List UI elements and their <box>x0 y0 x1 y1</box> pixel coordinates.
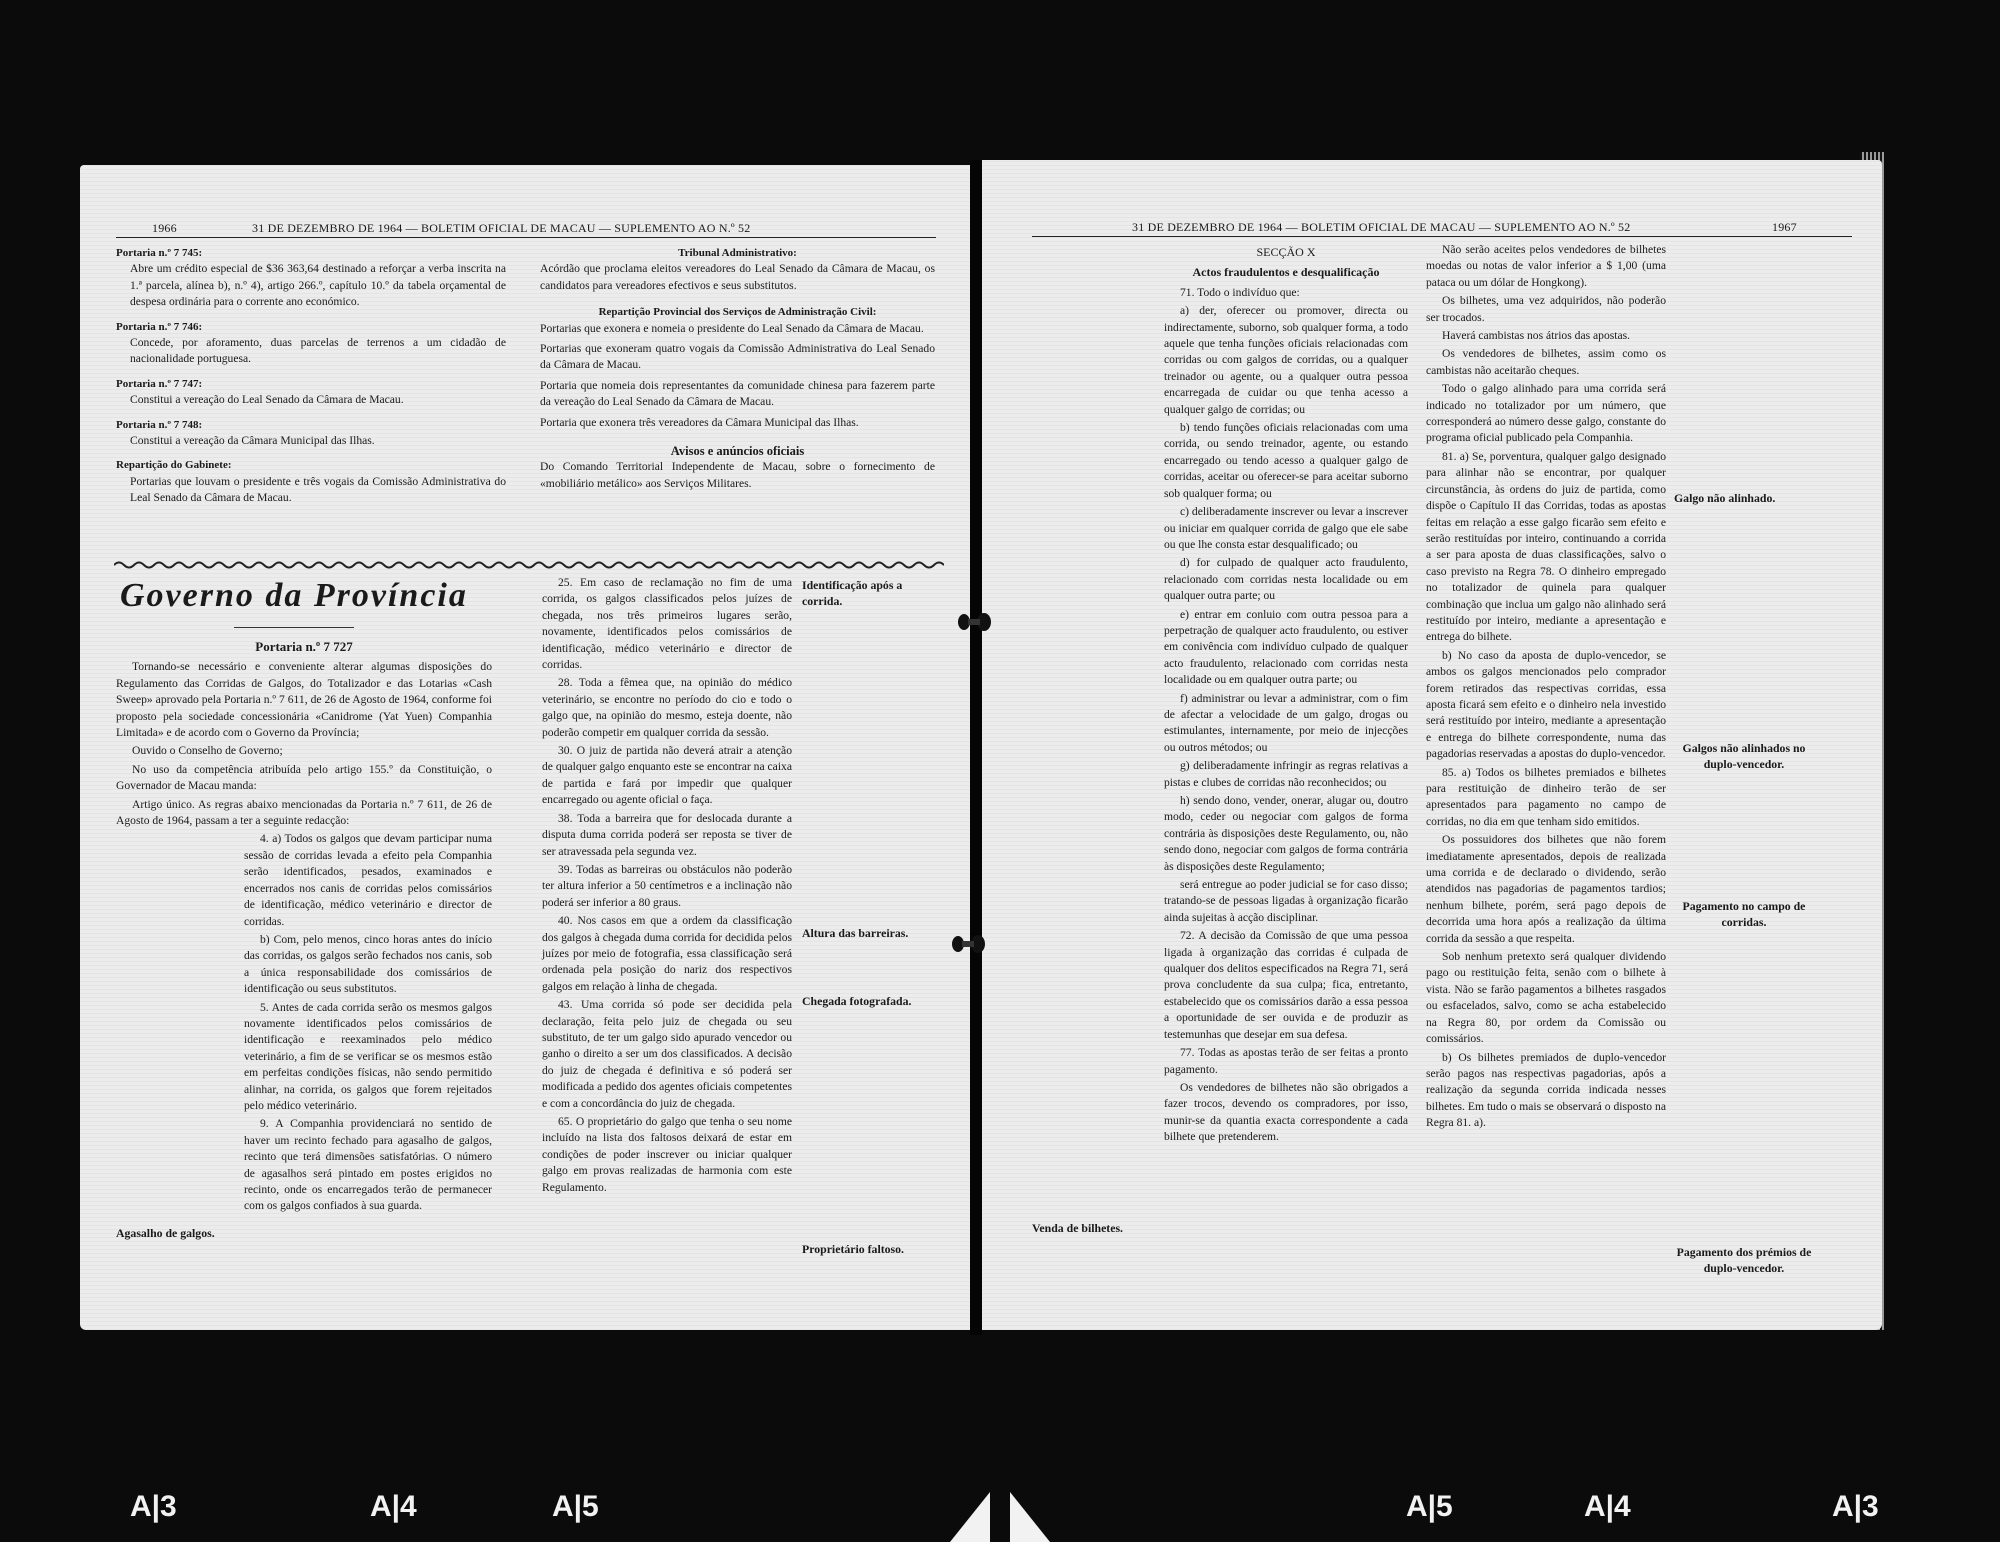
body-column-1 <box>1164 244 1408 1148</box>
header-rule <box>1032 236 1852 237</box>
body-column-2 <box>542 575 792 1198</box>
portaria-title: Portaria n.º 7 727 <box>255 639 353 654</box>
section-heading: Repartição Provincial dos Serviços de Administração Civil: <box>598 306 877 319</box>
paragraph: c) deliberadamente inscrever ou levar a inscrever ou iniciar em qualquer corrida de galgo que ele sabe ou que lhe consta estar desqualificado; ou <box>1164 505 1408 551</box>
section-heading: Avisos e anúncios oficiais <box>670 444 805 459</box>
rules-block <box>116 831 492 1214</box>
margin-note: Pagamento no campo de corridas. <box>1682 899 1806 929</box>
decorative-wavy-divider <box>114 560 944 570</box>
paragraph: Haverá cambistas nos átrios das apostas. <box>1442 329 1631 343</box>
margin-note: Identificação após a corrida. <box>802 578 903 608</box>
right-page-number: 1967 <box>1772 220 1797 234</box>
film-frame-label: A|5 <box>1406 1490 1453 1523</box>
section-title: Actos fraudulentos e desqualificação <box>1192 265 1380 280</box>
book-gutter <box>970 160 982 1335</box>
paragraph: Sob nenhum pretexto será qualquer dividendo pago ou restituição feita, senão com o bilhete à vista. Não se farão pagamentos a bilhetes rasgados ou esfacelados, salvo, como se acha estabelecido na Regra 80, por ordem da Comissão ou comissários. <box>1426 950 1666 1046</box>
paragraph: d) for culpado de qualquer acto fraudulento, relacionado com corridas nesta localidade ou em qualquer outra parte; ou <box>1164 556 1408 603</box>
binder-clip-icon <box>948 932 988 956</box>
paragraph: 71. Todo o indivíduo que: <box>1180 285 1300 299</box>
paragraph: a) der, oferecer ou promover, directa ou indirectamente, suborno, sob qualquer forma, a todo aquele que tenha funções oficiais relacionadas com corridas ou com galgos de corridas, ou a qualquer treinador ou agente, ou a qualquer outra pessoa encarregada de cuidar ou que tenha acesso a qualquer galgo de corridas; ou <box>1164 304 1408 416</box>
paragraph: será entregue ao poder judicial se for caso disso; tratando-se de pessoas ligadas à organização ficarão ainda sujeitas à acção disciplinar. <box>1164 878 1408 924</box>
summary-entry: Repartição do Gabinete: Portarias que louvam o presidente e três vogais da Comissão Administrativa do Leal Senado da Câmara de Macau. <box>116 459 506 505</box>
body-column-1 <box>116 635 492 1217</box>
margin-note: Pagamento dos prémios de duplo-vencedor. <box>1676 1245 1812 1275</box>
film-center-marker-icon <box>950 1492 1050 1542</box>
paragraph: h) sendo dono, vender, onerar, alugar ou, doutro modo, ceder ou negociar com galgos de forma contrária às disposições deste Regulamento, ou, não sendo dono, negociar com galgos de forma contrária às disposições deste Regulamento; <box>1164 794 1408 873</box>
paragraph: 30. O juiz de partida não deverá atrair a atenção de qualquer galgo enquanto este se encontrar na caixa de partida e fará por impedir que qualquer encarregado ou agente oficial o faça. <box>542 744 792 807</box>
paragraph: Os bilhetes, uma vez adquiridos, não poderão ser trocados. <box>1426 294 1666 324</box>
paragraph: 40. Nos casos em que a ordem da classificação dos galgos à chegada duma corrida for decidida pelos juízes por meio de fotografia, essa classificação será ordenada pela posição do nariz dos respectivos galgos em relação à linha de chegada. <box>542 914 792 993</box>
film-frame-label: A|3 <box>130 1490 177 1523</box>
margin-note: Altura das barreiras. <box>802 926 909 940</box>
film-frame-label: A|4 <box>370 1490 417 1523</box>
paragraph: Todo o galgo alinhado para uma corrida será indicado no totalizador por um número, que corresponderá ao número desse galgo, constante do programa oficial publicado pela Companhia. <box>1426 382 1666 445</box>
paragraph: g) deliberadamente infringir as regras relativas a pistas e clubes de corridas não reconhecidos; ou <box>1164 759 1408 789</box>
paragraph: 38. Toda a barreira que for deslocada durante a disputa duma corrida poderá ser reposta se tiver de ser atravessada pela segunda vez. <box>542 811 792 858</box>
left-header-title: 31 DE DEZEMBRO DE 1964 — BOLETIM OFICIAL DE MACAU — SUPLEMENTO AO N.º 52 <box>252 221 751 235</box>
film-frame-label: A|3 <box>1832 1490 1879 1523</box>
rule-paragraph: 5. Antes de cada corrida serão os mesmos galgos novamente identificados pelos comissários de identificação e reexaminados pelo médico veterinário, a fim de se verificar se os mesmos estão em perfeitas condições físicas, não sendo permitido alinhar, na corrida, os galgos que forem rejeitados pelo médico veterinário. <box>244 1000 492 1112</box>
margin-note: Venda de bilhetes. <box>1032 1221 1124 1235</box>
left-page <box>80 165 970 1330</box>
paragraph: No uso da competência atribuída pelo artigo 155.º da Constituição, o Governador de Macau manda: <box>116 762 492 793</box>
section-heading: Tribunal Administrativo: <box>678 247 797 259</box>
summary-column-right: Tribunal Administrativo: Acórdão que proclama eleitos vereadores do Leal Senado da Câmara de Macau, os candidatos para vereadores efectivos e seus substitutos. Repartição Provincial dos Serviços de Administração Civil: Portarias que exonera e nomeia o presidente do Leal Senado da Câmara de Macau. Portarias que exoneram quatro vogais da Comissão Administrativa do Leal Senado da Câmara de Macau. Portaria que nomeia dois representantes da comunidade chinesa para fazerem parte da vereação do Leal Senado da Câmara de Macau. Portaria que exonera três vereadores da Câmara Municipal das Ilhas. Avisos e anúncios oficiais Do Comando Territorial Independente de Macau, sobre o fornecimento de «mobiliário metálico» aos Serviços Militares. <box>540 247 935 490</box>
paragraph: 72. A decisão da Comissão de que uma pessoa ligada à organização das corridas é culpada de qualquer dos delitos especificados na Regra 71, será prova concludente da sua culpa; fica, entretanto, estabelecido que os comissários darão a essa pessoa a oportunidade de ser ouvida e de produzir as testemunhas que desejar em sua defesa. <box>1164 929 1408 1041</box>
summary-entry: Portaria n.º 7 746: Concede, por aforamento, duas parcelas de terrenos a um cidadão de nacionalidade portuguesa. <box>116 320 506 366</box>
film-frame-label: A|5 <box>552 1490 599 1523</box>
left-page-number: 1966 <box>152 221 177 235</box>
summary-entry: Portaria n.º 7 745: Abre um crédito especial de $36 363,64 destinado a reforçar a verba inscrita na 1.ª parcela, alínea b), n.º 4), artigo 266.º, capítulo 10.º da tabela orçamental de despesa ordinária para o corrente ano económico. <box>116 247 506 309</box>
summary-column-left <box>116 245 506 511</box>
paragraph: Artigo único. As regras abaixo mencionadas da Portaria n.º 7 611, de 26 de Agosto de 1964, passam a ter a seguinte redacção: <box>116 797 492 828</box>
margin-note: Galgos não alinhados no duplo-vencedor. <box>1682 741 1806 771</box>
rule-paragraph: 9. A Companhia providenciará no sentido de haver um recinto fechado para agasalho de galgos, recinto que terá dimensões satisfatórias. O número de agasalhos será pintado em postes erigidos no recinto, onde os encarregados terão de permanecer com os galgos confiados à sua guarda. <box>244 1117 492 1213</box>
summary-entry: Portaria n.º 7 748: Constitui a vereação da Câmara Municipal das Ilhas. <box>116 418 375 448</box>
paragraph: e) entrar em conluio com outra pessoa para a perpetração de qualquer acto fraudulento, ou estiver em conivência com indivíduo culpado de qualquer acto fraudulento, relacionado com corridas nesta localidade ou em qualquer outra parte; ou <box>1164 607 1408 687</box>
right-header-title: 31 DE DEZEMBRO DE 1964 — BOLETIM OFICIAL DE MACAU — SUPLEMENTO AO N.º 52 <box>1132 220 1631 234</box>
binder-clip-icon <box>954 610 994 634</box>
paragraph: 39. Todas as barreiras ou obstáculos não poderão ter altura inferior a 50 centímetros e a inclinação não poderá ser inferior a 80 graus. <box>542 862 792 909</box>
section-label: SECÇÃO X <box>1256 245 1316 259</box>
paragraph: Tornando-se necessário e conveniente alterar algumas disposições do Regulamento das Corridas de Galgos, do Totalizador e das Lotarias «Cash Sweep» aprovado pela Portaria n.º 7 611, de 26 de Agosto de 1964, conforme foi proposto pela sociedade concessionária «Canidrome (Yat Yuen) Companhia Limitada» e de acordo com o Governo da Província; <box>116 660 492 740</box>
paragraph: b) Os bilhetes premiados de duplo-vencedor serão pagos nas respectivas pagadorias, após a realização da segunda corrida indicada nesses bilhetes. Em tudo o mais se observará o disposto na Regra 81. a). <box>1426 1050 1666 1130</box>
header-rule <box>116 237 936 238</box>
paragraph: f) administrar ou levar a administrar, com o fim de afectar a velocidade de um galgo, drogas ou estimulantes, internamente, por meio de injecções ou outros métodos; ou <box>1164 691 1408 754</box>
paragraph: b) tendo funções oficiais relacionadas com uma corrida, ou sendo treinador, agente, ou estando encarregado ou tendo acesso a qualquer galgo de corridas, aceitar ou oferecer-se para aceitar suborno sob qualquer forma; ou <box>1164 421 1408 500</box>
rule-paragraph: b) Com, pelo menos, cinco horas antes do início das corridas, os galgos serão fechados nos canis, sob a única responsabilidade dos comissários de identificação ou seus substitutos. <box>244 932 492 996</box>
paragraph: 43. Uma corrida só pode ser decidida pela declaração, feita pelo juiz de chegada ou seu substituto, de ter um galgo sido apurado vencedor ou ganho o direito a ser um dos classificados. A decisão do juiz de chegada é definitiva e só poderá ser modificada a pedido dos agentes oficiais competentes e com a concordância do juiz de chegada. <box>542 998 792 1110</box>
right-page <box>982 160 1882 1330</box>
paragraph: 65. O proprietário do galgo que tenha o seu nome incluído na lista dos faltosos deixará de estar em condições de poder inscrever ou iniciar qualquer galgo em provas realizadas de harmonia com este Regulamento. <box>542 1115 792 1194</box>
body-column-2 <box>1426 242 1666 1134</box>
paragraph: 77. Todas as apostas terão de ser feitas a pronto pagamento. <box>1164 1046 1408 1076</box>
paragraph: b) No caso da aposta de duplo-vencedor, se ambos os galgos mencionados pelo comprador forem retirados das respectivas corridas, essa aposta ficará sem efeito e o dinheiro nela investido será restituído por inteiro, mediante a apresentação e entrega do bilhete correspondente, numa das pagadorias reservadas a apostas do duplo-vencedor. <box>1426 648 1666 761</box>
paragraph: 81. a) Se, porventura, qualquer galgo designado para alinhar não se encontrar, por qualquer circunstância, às ordens do juiz de partida, como dispõe o Capítulo II das Corridas, todas as apostas feitas em relação a esse galgo ficarão sem efeito e serão restituídas por inteiro, continuando a corrida a ser para aposta de duas classificações, salvo o caso previsto na Regra 78. O dinheiro empregado no totalizador de quinela para qualquer combinação que inclua um galgo não alinhado será restituído por inteiro, mediante a apresentação e entrega do bilhete. <box>1426 449 1666 644</box>
paragraph: 25. Em caso de reclamação no fim de uma corrida, os galgos classificados pelos juízes de chegada, nos três primeiros lugares serão, novamente, identificados pelos comissários de identificação, médico veterinário e director de corridas. <box>542 576 792 672</box>
margin-note: Galgo não alinhado. <box>1674 491 1776 505</box>
margin-note: Chegada fotografada. <box>802 994 912 1008</box>
paragraph: Os vendedores de bilhetes, assim como os cambistas não aceitarão cheques. <box>1426 347 1666 377</box>
paragraph: Ouvido o Conselho de Governo; <box>132 744 283 758</box>
rule-paragraph: 4. a) Todos os galgos que devam participar numa sessão de corridas levada a efeito pela Companhia serão identificados, pesados, examinados e encerrados nos canis de corridas pelos comissários de identificação, médico veterinário e director de corridas. <box>244 832 492 928</box>
film-frame-label: A|4 <box>1584 1490 1631 1523</box>
paragraph: Não serão aceites pelos vendedores de bilhetes moedas ou notas de valor inferior a $ 1,00 (uma pataca ou um dólar de Hongkong). <box>1426 243 1666 289</box>
summary-entry: Portaria n.º 7 747: Constitui a vereação do Leal Senado da Câmara de Macau. <box>116 377 404 407</box>
government-title: Governo da Província <box>120 577 468 614</box>
paragraph: 85. a) Todos os bilhetes premiados e bilhetes para restituição de dinheiro terão de ser apresentados para pagamento no campo de corridas, no dia em que tenham sido emitidos. <box>1426 765 1666 828</box>
title-rule <box>234 627 354 628</box>
paragraph: 28. Toda a fêmea que, na opinião do médico veterinário, se encontre no período do cio e todo o galgo que, na opinião do mesmo, esteja doente, não poderão competir em qualquer corrida da sessão. <box>542 676 792 739</box>
paragraph: Os possuidores dos bilhetes que não forem imediatamente apresentados, depois de realizada uma corrida e de declarado o dividendo, serão atendidos nas pagadorias de pagamentos tardios; nenhum bilhete, porém, será pago depois de decorrida uma hora após a realização da última corrida da sessão a que respeita. <box>1426 833 1666 945</box>
margin-note: Proprietário faltoso. <box>802 1242 904 1256</box>
margin-note: Agasalho de galgos. <box>116 1226 215 1240</box>
paragraph: Os vendedores de bilhetes não são obrigados a fazer trocos, devendo os compradores, por isso, munir-se da quantia exacta correspondente a cada bilhete que pretenderem. <box>1164 1080 1408 1144</box>
